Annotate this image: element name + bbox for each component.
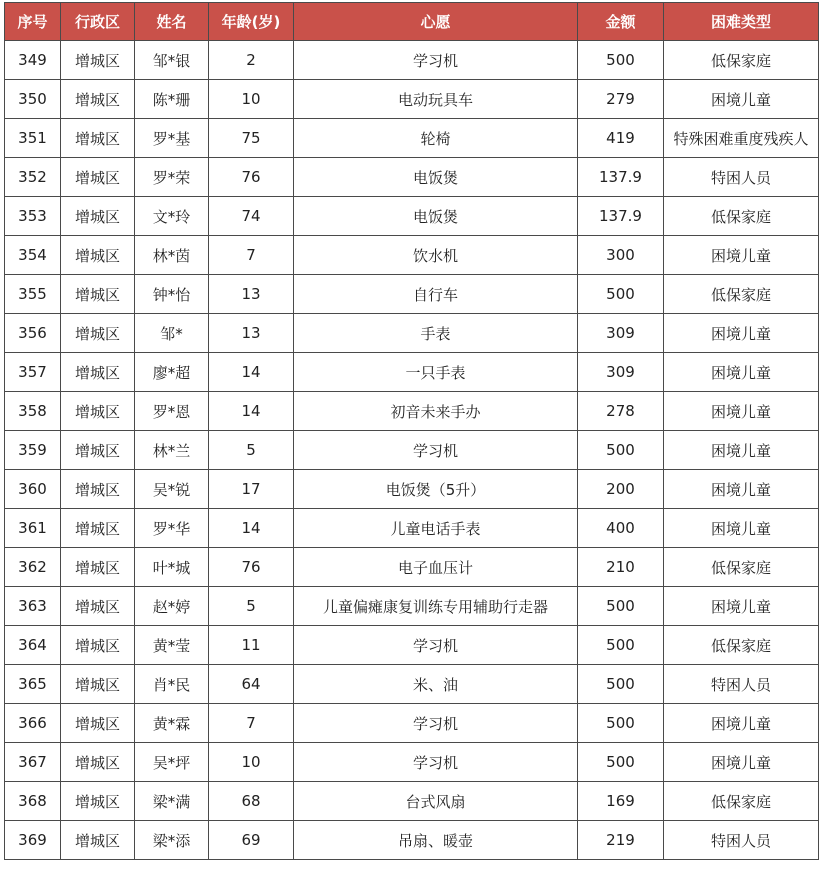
- cell-amount: 278: [578, 392, 664, 431]
- cell-hardship-type: 特困人员: [664, 158, 819, 197]
- cell-age: 13: [209, 314, 294, 353]
- cell-age: 10: [209, 743, 294, 782]
- cell-age: 69: [209, 821, 294, 860]
- table-row: [5, 275, 819, 314]
- cell-name: 梁*满: [135, 782, 209, 821]
- cell-index: 356: [5, 314, 61, 353]
- table-row: [5, 392, 819, 431]
- cell-name: 黄*莹: [135, 626, 209, 665]
- table-row: [5, 587, 819, 626]
- cell-name: 陈*珊: [135, 80, 209, 119]
- cell-name: 钟*怡: [135, 275, 209, 314]
- cell-name: 文*玲: [135, 197, 209, 236]
- cell-name: 邹*: [135, 314, 209, 353]
- cell-index: 360: [5, 470, 61, 509]
- cell-district: 增城区: [61, 353, 135, 392]
- cell-age: 76: [209, 548, 294, 587]
- cell-index: 354: [5, 236, 61, 275]
- cell-wish: 学习机: [294, 431, 578, 470]
- cell-amount: 500: [578, 431, 664, 470]
- cell-amount: 500: [578, 704, 664, 743]
- table-row: [5, 665, 819, 704]
- cell-name: 赵*婷: [135, 587, 209, 626]
- cell-district: 增城区: [61, 80, 135, 119]
- cell-index: 365: [5, 665, 61, 704]
- cell-wish: 饮水机: [294, 236, 578, 275]
- cell-wish: 一只手表: [294, 353, 578, 392]
- cell-name: 罗*华: [135, 509, 209, 548]
- table-row: [5, 314, 819, 353]
- cell-wish: 电饭煲: [294, 158, 578, 197]
- cell-district: 增城区: [61, 665, 135, 704]
- cell-wish: 米、油: [294, 665, 578, 704]
- cell-index: 355: [5, 275, 61, 314]
- cell-wish: 初音未来手办: [294, 392, 578, 431]
- cell-index: 352: [5, 158, 61, 197]
- cell-index: 366: [5, 704, 61, 743]
- cell-name: 叶*城: [135, 548, 209, 587]
- cell-amount: 279: [578, 80, 664, 119]
- cell-amount: 500: [578, 743, 664, 782]
- table-row: [5, 743, 819, 782]
- wishes-table: [4, 2, 819, 860]
- cell-district: 增城区: [61, 236, 135, 275]
- cell-wish: 电饭煲（5升）: [294, 470, 578, 509]
- cell-hardship-type: 困境儿童: [664, 431, 819, 470]
- cell-hardship-type: 低保家庭: [664, 548, 819, 587]
- cell-wish: 吊扇、暖壶: [294, 821, 578, 860]
- table-row: [5, 197, 819, 236]
- cell-amount: 500: [578, 587, 664, 626]
- cell-hardship-type: 低保家庭: [664, 197, 819, 236]
- table-row: [5, 353, 819, 392]
- header-index: 序号: [5, 3, 61, 41]
- cell-wish: 电子血压计: [294, 548, 578, 587]
- table-row: [5, 782, 819, 821]
- cell-age: 5: [209, 431, 294, 470]
- cell-hardship-type: 低保家庭: [664, 782, 819, 821]
- cell-name: 罗*恩: [135, 392, 209, 431]
- cell-hardship-type: 困境儿童: [664, 509, 819, 548]
- cell-hardship-type: 困境儿童: [664, 314, 819, 353]
- table-header-row: [5, 3, 819, 41]
- cell-age: 11: [209, 626, 294, 665]
- cell-index: 364: [5, 626, 61, 665]
- cell-district: 增城区: [61, 41, 135, 80]
- cell-index: 361: [5, 509, 61, 548]
- cell-amount: 200: [578, 470, 664, 509]
- cell-name: 吴*坪: [135, 743, 209, 782]
- cell-age: 17: [209, 470, 294, 509]
- cell-district: 增城区: [61, 587, 135, 626]
- cell-district: 增城区: [61, 119, 135, 158]
- table-row: [5, 509, 819, 548]
- header-district: 行政区: [61, 3, 135, 41]
- cell-district: 增城区: [61, 158, 135, 197]
- cell-district: 增城区: [61, 197, 135, 236]
- cell-name: 肖*民: [135, 665, 209, 704]
- table-row: [5, 41, 819, 80]
- cell-hardship-type: 困境儿童: [664, 470, 819, 509]
- cell-wish: 学习机: [294, 626, 578, 665]
- table-row: [5, 80, 819, 119]
- cell-hardship-type: 困境儿童: [664, 353, 819, 392]
- cell-age: 74: [209, 197, 294, 236]
- cell-wish: 学习机: [294, 743, 578, 782]
- cell-name: 黄*霖: [135, 704, 209, 743]
- cell-name: 罗*基: [135, 119, 209, 158]
- cell-district: 增城区: [61, 548, 135, 587]
- cell-index: 369: [5, 821, 61, 860]
- cell-name: 廖*超: [135, 353, 209, 392]
- cell-age: 14: [209, 392, 294, 431]
- cell-age: 76: [209, 158, 294, 197]
- cell-amount: 309: [578, 314, 664, 353]
- cell-wish: 儿童电话手表: [294, 509, 578, 548]
- cell-district: 增城区: [61, 704, 135, 743]
- cell-hardship-type: 低保家庭: [664, 41, 819, 80]
- cell-wish: 学习机: [294, 41, 578, 80]
- cell-amount: 219: [578, 821, 664, 860]
- wishes-table-container: [4, 2, 819, 860]
- cell-district: 增城区: [61, 509, 135, 548]
- cell-name: 吴*锐: [135, 470, 209, 509]
- cell-age: 64: [209, 665, 294, 704]
- cell-index: 368: [5, 782, 61, 821]
- cell-index: 350: [5, 80, 61, 119]
- cell-amount: 419: [578, 119, 664, 158]
- cell-district: 增城区: [61, 743, 135, 782]
- cell-index: 363: [5, 587, 61, 626]
- cell-name: 林*兰: [135, 431, 209, 470]
- cell-name: 林*茵: [135, 236, 209, 275]
- cell-wish: 自行车: [294, 275, 578, 314]
- header-hardship-type: 困难类型: [664, 3, 819, 41]
- cell-district: 增城区: [61, 431, 135, 470]
- table-row: [5, 704, 819, 743]
- header-wish: 心愿: [294, 3, 578, 41]
- cell-age: 10: [209, 80, 294, 119]
- cell-district: 增城区: [61, 470, 135, 509]
- cell-hardship-type: 困境儿童: [664, 392, 819, 431]
- table-row: [5, 470, 819, 509]
- cell-amount: 137.9: [578, 158, 664, 197]
- cell-amount: 400: [578, 509, 664, 548]
- cell-index: 349: [5, 41, 61, 80]
- cell-wish: 电饭煲: [294, 197, 578, 236]
- cell-district: 增城区: [61, 275, 135, 314]
- table-row: [5, 158, 819, 197]
- cell-hardship-type: 特困人员: [664, 821, 819, 860]
- cell-age: 7: [209, 236, 294, 275]
- cell-index: 357: [5, 353, 61, 392]
- table-body: [5, 41, 819, 860]
- cell-district: 增城区: [61, 392, 135, 431]
- cell-amount: 500: [578, 665, 664, 704]
- cell-hardship-type: 特困人员: [664, 665, 819, 704]
- cell-index: 358: [5, 392, 61, 431]
- cell-district: 增城区: [61, 314, 135, 353]
- cell-hardship-type: 特殊困难重度残疾人: [664, 119, 819, 158]
- cell-amount: 300: [578, 236, 664, 275]
- cell-hardship-type: 低保家庭: [664, 275, 819, 314]
- cell-age: 14: [209, 353, 294, 392]
- cell-amount: 210: [578, 548, 664, 587]
- cell-amount: 500: [578, 626, 664, 665]
- cell-amount: 137.9: [578, 197, 664, 236]
- cell-name: 罗*荣: [135, 158, 209, 197]
- header-name: 姓名: [135, 3, 209, 41]
- cell-amount: 500: [578, 275, 664, 314]
- cell-wish: 手表: [294, 314, 578, 353]
- cell-district: 增城区: [61, 626, 135, 665]
- cell-district: 增城区: [61, 782, 135, 821]
- cell-wish: 轮椅: [294, 119, 578, 158]
- cell-district: 增城区: [61, 821, 135, 860]
- table-row: [5, 119, 819, 158]
- header-age: 年龄(岁): [209, 3, 294, 41]
- cell-hardship-type: 困境儿童: [664, 236, 819, 275]
- cell-index: 367: [5, 743, 61, 782]
- cell-wish: 儿童偏瘫康复训练专用辅助行走器: [294, 587, 578, 626]
- cell-wish: 电动玩具车: [294, 80, 578, 119]
- cell-hardship-type: 困境儿童: [664, 743, 819, 782]
- cell-index: 359: [5, 431, 61, 470]
- cell-name: 梁*添: [135, 821, 209, 860]
- cell-age: 7: [209, 704, 294, 743]
- cell-hardship-type: 低保家庭: [664, 626, 819, 665]
- cell-amount: 169: [578, 782, 664, 821]
- cell-age: 2: [209, 41, 294, 80]
- cell-index: 351: [5, 119, 61, 158]
- cell-hardship-type: 困境儿童: [664, 587, 819, 626]
- table-row: [5, 626, 819, 665]
- cell-index: 362: [5, 548, 61, 587]
- cell-hardship-type: 困境儿童: [664, 704, 819, 743]
- table-row: [5, 236, 819, 275]
- table-row: [5, 821, 819, 860]
- cell-amount: 309: [578, 353, 664, 392]
- table-row: [5, 548, 819, 587]
- cell-name: 邹*银: [135, 41, 209, 80]
- cell-index: 353: [5, 197, 61, 236]
- table-row: [5, 431, 819, 470]
- cell-age: 13: [209, 275, 294, 314]
- cell-age: 14: [209, 509, 294, 548]
- cell-age: 68: [209, 782, 294, 821]
- cell-hardship-type: 困境儿童: [664, 80, 819, 119]
- cell-wish: 学习机: [294, 704, 578, 743]
- cell-age: 75: [209, 119, 294, 158]
- cell-amount: 500: [578, 41, 664, 80]
- header-amount: 金额: [578, 3, 664, 41]
- cell-wish: 台式风扇: [294, 782, 578, 821]
- cell-age: 5: [209, 587, 294, 626]
